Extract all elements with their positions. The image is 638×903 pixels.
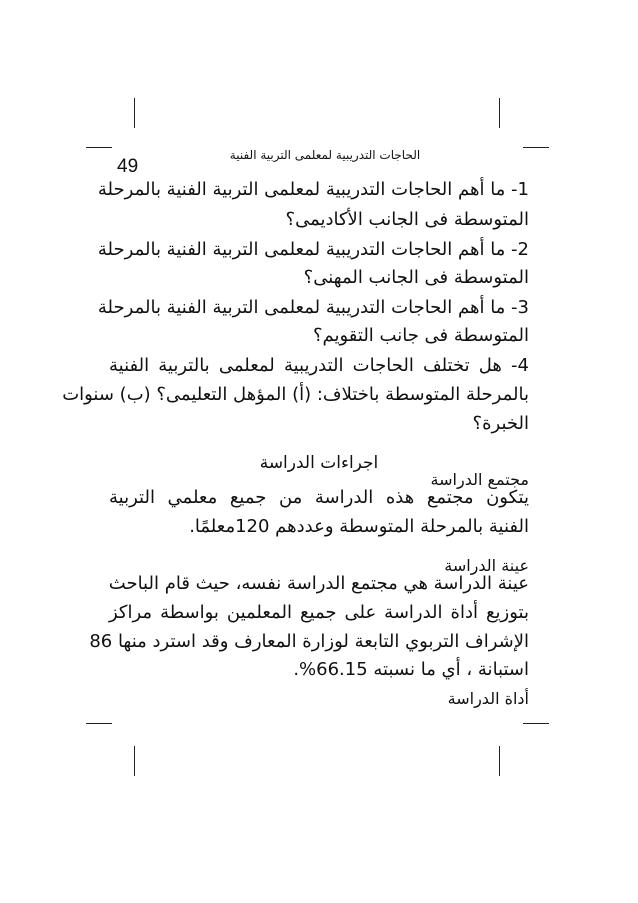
page-number: 49 (117, 156, 139, 177)
sample-line-3: الإشراف التربوي التابعة لوزارة المعارف وقد استرد منها 86 (89, 631, 529, 652)
running-head: الحاجات التدريبية لمعلمى التربية الفنية (229, 148, 421, 162)
community-title: مجتمع الدراسة (430, 470, 529, 489)
question-4-line-1: 4- هل تختلف الحاجات التدريبية لمعلمى بالتربية الفنية (109, 355, 529, 376)
sample-title: عينة الدراسة (444, 556, 529, 575)
crop-mark (523, 147, 549, 148)
question-4-line-3: الخبرة؟ (472, 413, 529, 434)
question-2-line-2: المتوسطة فى الجانب المهنى؟ (303, 267, 529, 288)
crop-mark (86, 147, 112, 148)
tool-title: أداة الدراسة (447, 689, 529, 708)
question-3-line-2: المتوسطة فى جانب التقويم؟ (312, 325, 529, 346)
question-1-line-2: المتوسطة فى الجانب الأكاديمى؟ (285, 209, 529, 230)
question-1-line-1: 1- ما أهم الحاجات التدريبية لمعلمى التربية الفنية بالمرحلة (97, 179, 529, 200)
sample-line-4: استبانة ، أي ما نسبته 66.15%. (293, 659, 529, 680)
crop-mark (499, 98, 500, 128)
sample-line-2: بتوزيع أداة الدراسة على جميع المعلمين بواسطة مراكز (109, 602, 529, 623)
question-2-line-1: 2- ما أهم الحاجات التدريبية لمعلمى التربية الفنية بالمرحلة (97, 239, 529, 260)
section-heading: اجراءات الدراسة (259, 453, 379, 473)
crop-mark (86, 723, 112, 724)
crop-mark (134, 746, 135, 776)
crop-mark (134, 98, 135, 128)
community-line-2: الفنية بالمرحلة المتوسطة وعددهم 120معلمًا. (189, 516, 529, 537)
question-4-line-2: بالمرحلة المتوسطة باختلاف: (أ) المؤهل التعليمى؟ (ب) سنوات (62, 384, 529, 405)
crop-mark (499, 746, 500, 776)
question-3-line-1: 3- ما أهم الحاجات التدريبية لمعلمى التربية الفنية بالمرحلة (97, 297, 529, 318)
community-line-1: يتكون مجتمع هذه الدراسة من جميع معلمي التربية (109, 487, 529, 508)
crop-mark (523, 723, 549, 724)
sample-line-1: عينة الدراسة هي مجتمع الدراسة نفسه، حيث قام الباحث (108, 573, 529, 594)
